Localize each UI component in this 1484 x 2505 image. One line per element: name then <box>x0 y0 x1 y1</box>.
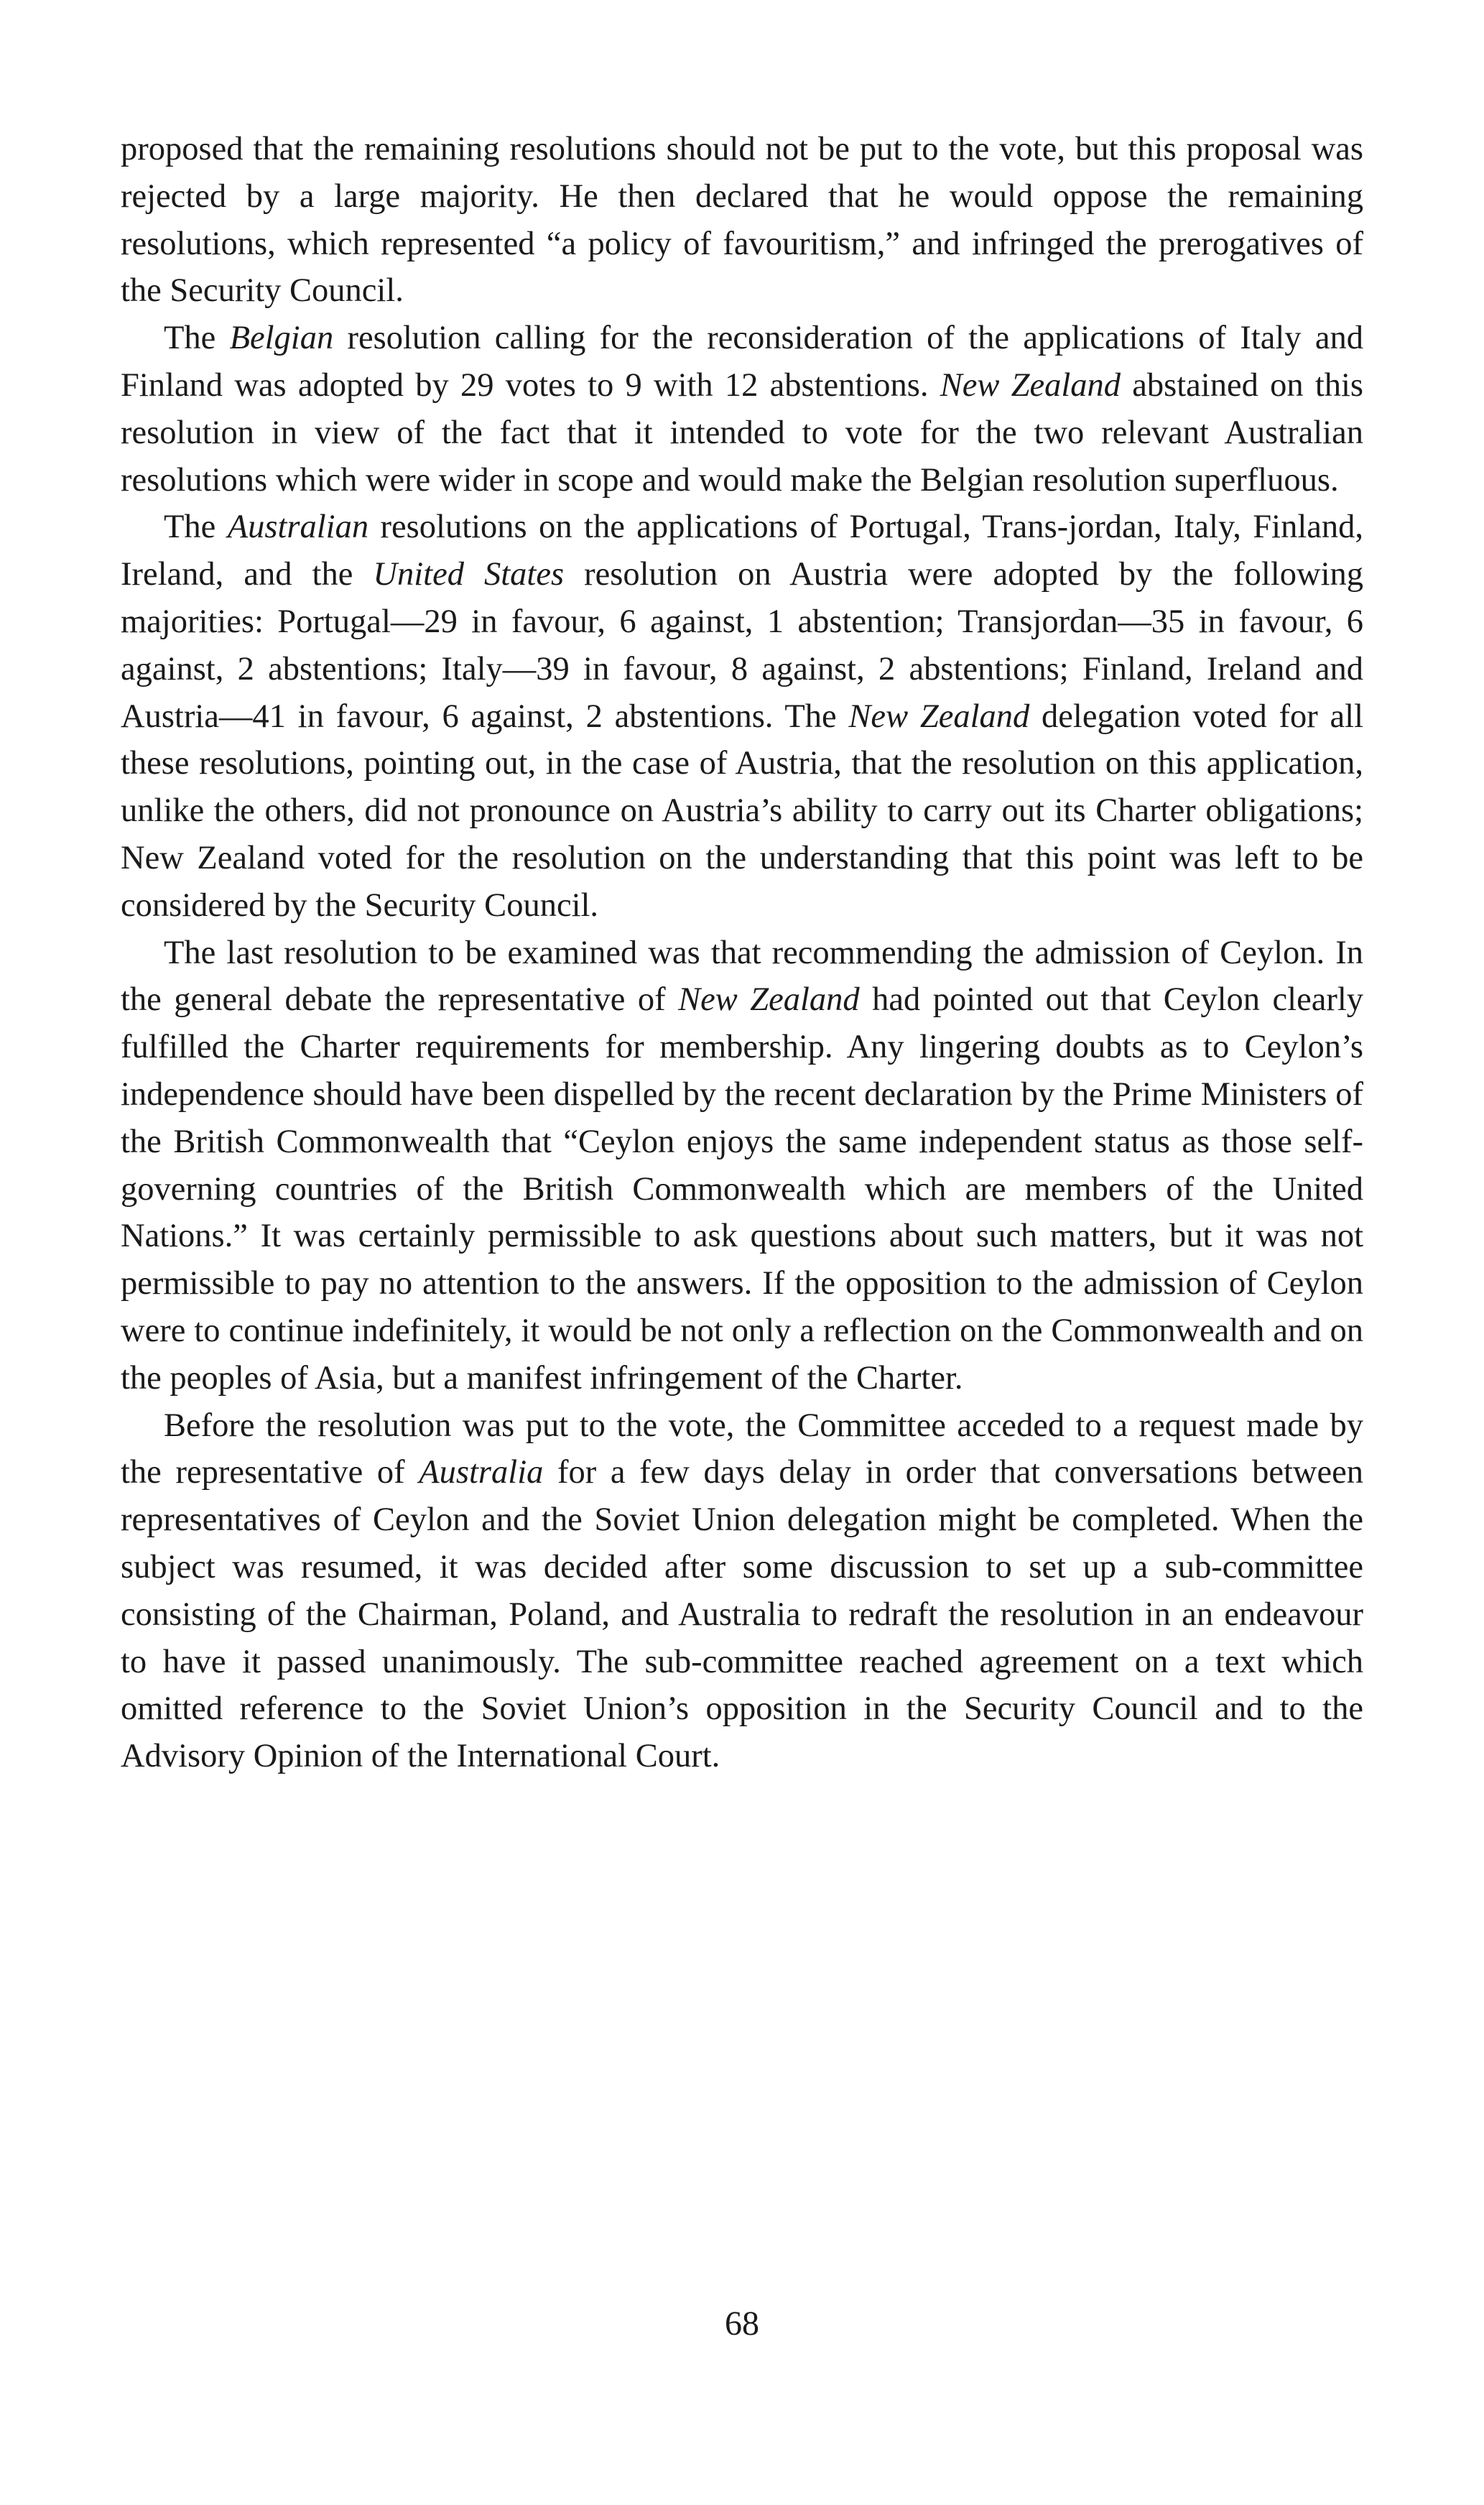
p2-segment-1: Belgian <box>229 320 334 357</box>
paragraph-4 <box>121 930 1363 1402</box>
p3-segment-3: United States <box>373 556 565 593</box>
page-number: 68 <box>725 2305 759 2343</box>
paragraph-3 <box>121 504 1363 929</box>
paragraph-5 <box>121 1402 1363 1780</box>
p3-segment-4: resolution on Austria were adopted by the following majorities: Portugal—29 in favour, 6 against, 1 abstention; Transjordan—35 in favour, 6 against, 2 abstentions; Italy—39 in favour, 8 against, 2 abstentions; Finland, Ireland and Austria—41 in favour, 6 against, 2 abstentions. The <box>121 556 1363 735</box>
p3-segment-0: The <box>164 509 228 546</box>
p3-segment-5: New Zealand <box>848 698 1030 735</box>
paragraph-2 <box>121 315 1363 504</box>
p3-segment-6: delegation voted for all these resolutions, pointing out, in the case of Austria, that the resolution on this application, unlike the others, did not pronounce on Austria’s ability to carry out its Charter obligations; New Zealand voted for the resolution on the understanding that this point was left to be considered by the Security Council. <box>121 698 1364 924</box>
p4-segment-2: had pointed out that Ceylon clearly fulfilled the Charter requirements for membership. Any lingering doubts as to Ceylon’s independence should have been dispelled by the recent declaration by the Prime Ministers of the British Commonwealth that “Ceylon enjoys the same independent status as those self-governing countries of the British Commonwealth which are members of the United Nations.” It was certainly permissible to ask questions about such matters, but it was not permissible to pay no attention to the answers. If the opposition to the admission of Ceylon were to continue indefinitely, it would be not only a reflection on the Commonwealth and on the peoples of Asia, but a manifest infringement of the Charter. <box>121 981 1364 1397</box>
p2-segment-3: New Zealand <box>940 366 1121 404</box>
p4-segment-1: New Zealand <box>678 981 860 1019</box>
p3-segment-2: resolutions on the applications of Portugal, Trans-jordan, Italy, Finland, Ireland, and the <box>121 509 1363 593</box>
p2-segment-2: resolution calling for the reconsideration of the applications of Italy and Finland was adopted by 29 votes to 9 with 12 abstentions. <box>121 320 1363 404</box>
paragraph-1 <box>121 126 1363 315</box>
p3-segment-1: Australian <box>227 509 369 546</box>
p5-segment-0: Before the resolution was put to the vote, the Committee acceded to a request made by the representative of <box>121 1407 1363 1491</box>
p2-segment-0: The <box>164 320 230 357</box>
body-text <box>121 126 1363 1780</box>
p5-segment-1: Australia <box>419 1454 544 1491</box>
p2-segment-4: abstained on this resolution in view of the fact that it intended to vote for the two relevant Australian resolutions which were wider in scope and would make the Belgian resolution superfluous. <box>121 366 1363 499</box>
p4-segment-0: The last resolution to be examined was that recommending the admission of Ceylon. In the general debate the representative of <box>121 934 1363 1019</box>
p1-segment-0: proposed that the remaining resolutions should not be put to the vote, but this proposal was rejected by a large majority. He then declared that he would oppose the remaining resolutions, which represented “a policy of favouritism,” and infringed the prerogatives of the Security Council. <box>121 131 1363 310</box>
p5-segment-2: for a few days delay in order that conversations between representatives of Ceylon and the Soviet Union delegation might be completed. When the subject was resumed, it was decided after some discussion to set up a sub-committee consisting of the Chairman, Poland, and Australia to redraft the resolution in an endeavour to have it passed unanimously. The sub-committee reached agreement on a text which omitted reference to the Soviet Union’s opposition in the Security Council and to the Advisory Opinion of the International Court. <box>121 1454 1363 1775</box>
